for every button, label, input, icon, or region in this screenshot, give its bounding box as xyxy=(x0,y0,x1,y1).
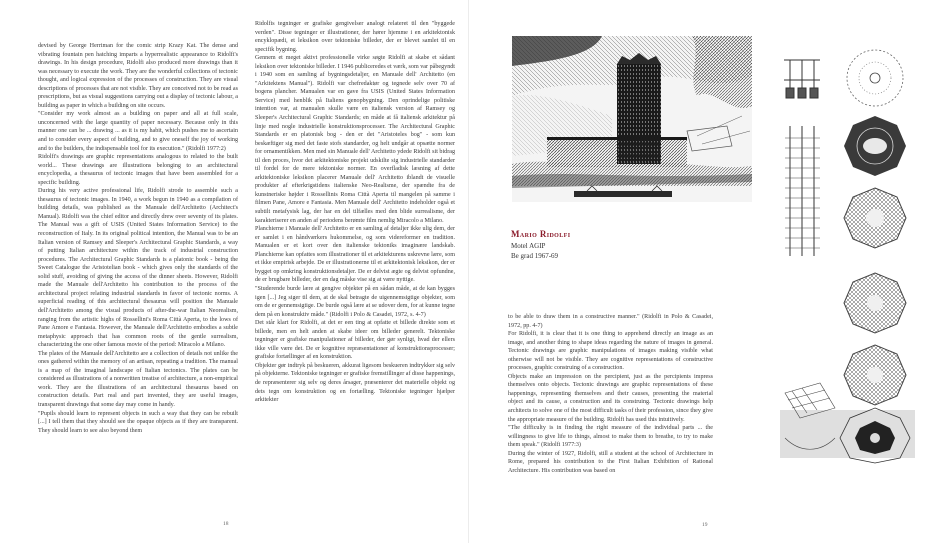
right-text-column xyxy=(508,313,713,485)
paragraph: Planchierne i Manuale dell' Architetto er en samling af detaljer ikke ulig dem, der er samlet i en håndværkers hukommelse, og som videreformer en tradition. Manualen er et kort over den italienske tektoniks imaginære landskab. Planchierne kan opfattes som illustrationer til et arkitekturens uskrevne lære, som et ikke empirisk arbejde. De er illustrationerne til et arkitektonisk leksikon, der er bygget op omkring konstruktionsdetaljer. De er delvist ægte og delvist opfundne, de er brugbare billeder, der en dag måske vise sig at være nyttige. xyxy=(255,226,455,284)
architect-name: Mario Ridolfi xyxy=(511,229,571,239)
paragraph: Ridolfis tegninger er grafiske gengivelser analogt relateret til den "byggede verden". Disse tegninger er illustrationer, der hører hjemme i en arkitektonisk encyklopædi, et leksikon over tektoniske billeder, der er blevet samlet til en specifik bygning. xyxy=(255,21,455,53)
paragraph: The plates of the Manuale dell'Architetto are a collection of details not unlike the ones gathered within the memory of an artisan, repeating a tradition. The manual is a map of the imaginal landscape of Italian tectonics. The plates can be considered as illustrations of a nonwritten treatise of architecture, a non-empirical work. They are the illustrations of an architectural thesaurus based on construction details. Part real and part invented, they are useful images, transparent drawings that some day may come in handy. xyxy=(38,350,238,408)
page-number-left: 18 xyxy=(223,521,229,527)
paragraph: Ridolfi's drawings are graphic representations analogous to related to the built world... These drawings are illustrations belonging to an architectural encyclopedia, a thesaurus of tectonic images that have been assembled for a specific building. xyxy=(38,154,238,186)
paragraph: to be able to draw them in a constructive manner." (Ridolfi in Polo & Casadei, 1972, pp. 4-7) xyxy=(508,314,713,329)
danish-text-column xyxy=(255,20,455,486)
tower-plans-drawing xyxy=(780,48,920,468)
paragraph: devised by George Herriman for the comic strip Krazy Kat. The dense and vibrating fountain pen hatching imparts a hyperrealistic appearance to Ridolfi's drawings. In his design procedure, Ridolfi also produced more drawings than it was necessary to execute the work. They are the wonderful collections of tectonic thought, and logical expression of the processes of construction. They are visual descriptions of processes that are not visible. They are conceived not to be read as prescriptions, but as visual suggestions carrying out a display of tectonic labour, a building as paper in which a building on site occurs. xyxy=(38,43,238,109)
motel-agip-drawing xyxy=(512,36,752,202)
paragraph: "Studerende burde lære at gengive objekter på en sådan måde, at de kan bygges igen [...] Jeg siger til dem, at de skal betragte de uigennemsigtige objekter, som om de er gennemsigtige. De burde også lære at se udover dem, for at kunne tegne dem på en konstruktiv måde." (Ridolfi i Polo & Casadei, 1972, s. 4-7) xyxy=(255,285,455,318)
english-text-column xyxy=(38,42,238,486)
project-name: Motel AGIP xyxy=(511,242,546,250)
paragraph: For Ridolfi, it is clear that it is one thing to apprehend directly an image as an image, and another thing to shape ideas regarding the nature of images in general. Tectonic drawings are graphic manipulations of images making visible what otherwise will not be visible. They are cognitive representations of constructive processes, graphic construing of a construction. xyxy=(508,331,713,372)
paragraph: "The difficulty is in finding the right measure of the individual parts ... the willingness to give life to things, almost to make them to breathe, to try to make them speak." (Ridolfi 1977:3) xyxy=(508,425,713,449)
paragraph: "Pupils should learn to represent objects in such a way that they can be rebuilt [...] I tell them that they should see the opaque objects as if they are transparent. They should learn to see also beyond them xyxy=(38,410,238,434)
page-number-right: 19 xyxy=(702,522,708,528)
figure-caption xyxy=(511,229,661,261)
paragraph: Det står klart for Ridolfi, at det er een ting at opfatte et billede direkte som et billede, men en helt anden at skabe ideer om billeder generelt. Tektoniske tegninger er grafiske manipulationer af billeder, der gør synligt, hvad der ellers ikke ville være det. De er kognitive repræsentationer af konstruktionsprocesser; grafiske fortællinger af en konstruktion. xyxy=(255,320,455,361)
project-dates: Be grad 1967-69 xyxy=(511,251,559,260)
paragraph: Objects make an impression on the percipient, just as the percipients impress themselves onto objects. Tectonic drawings are graphic representations of these happenings, representing themselves and their causes, presenting the material object and its cause, a construction and its construing. Tectonic drawings help architects to solve one of the most difficult tasks of their profession, since they give the appropriate measure of the building. Ridolfi has used this intuitively. xyxy=(508,373,713,423)
paragraph: During his very active professional life, Ridolfi strode to assemble such a thesaurus of tectonic images. In 1940, a work begun in 1940 as a compilation of building details, was published as the Manuale dell'Architetto (Architect's Manual). Ridolfi was the chief editor and directly drew over seventy of its plates. The Manual was a gift of USIS (United States Information Service) to the reconstruction of Italy. In its original political intention, the Manual was to be an Italian version of Ramsey and Sleeper's Architectural Graphic Standards, a way of putting Italian architecture within the track of industrial construction procedures. The Architectural Graphic Standards is a platonic book - being the Sweet Catalogue the Aristotelian book - which gives only the standards of the solid stuff, avoiding of giving the access of the dinner sheets. However, Ridolfi made the Manuale dell'Architetto his contribution to the process of the architectural project relating industrial standards in favor of tectonic norms. A superficial reading of this architectural thesaurus will position the Manuale dell'Architetto among the visual products of after-the-war Italian Neorealism, ranging from the artistic highs of Rossellini's Roma Città Aperta, to the lows of Pane Amore e Fantasia. However, the Manuale dell'Architetto embodies a subtle metaphysic approach that has common roots of the gentle surrealism, characterizing the one other famous movie of the period: Miracolo a Milano. xyxy=(38,188,238,349)
paragraph: "Consider my work almost as a building on paper and all at full scale, unconcerned with the large quantity of paper necessary. Because only in this manner one can be ... drawing ... as it is my habit, which pushes me to ascertain and to consider every aspect of building, and to give oneself the joy of working and to the builders, the indispensable tool for its execution." (Ridolfi 1977:2) xyxy=(38,111,238,152)
paragraph: Objekter gør indtryk på beskueren, akkurat ligesom beskueren indtrykker sig selv på objekterne. Tektoniske tegninger er grafiske fremstillinger af disse happenings, de repræsenterer sig selv og deres årsager, præsenterer det materielle objekt og dets tegn om konstruktion og en fortælling. Tektoniske tegninger hjælper arkitekter xyxy=(255,362,455,404)
paragraph: During the winter of 1927, Ridolfi, still a student at the school of Architecture in Rome, prepared his contribution to the First Italian Exhibition of Rational Architecture. His contribution was based on xyxy=(508,450,713,474)
paragraph: Gennem et meget aktivt professionelle virke søgte Ridolfi at skabe et sådant leksikon over tektoniske billeder. I 1946 publiceredes et værk, som var påbegyndt i 1940 som en samling af bygningsdetaljer, en Manuale dell' Architetto (en "Arkitektens Manual"). Ridolfi var chefredaktør og tegnede selv over 70 af bogens plancher. Manualen var en gave fra USIS (United States Information Service) med henblik på Italiens genopbygning. Den oprindelige politiske intention var, at manualen skulle være en italiensk version af Ramsey og Sleeper's Architectural Graphic Standards; en måde at få italiensk arkitektur på linje med nogle industrielle konstruktionsprocesser. The Architectural Graphic Standards er en platonisk bog - den er det "Aristoteles bog" - som kun beskæftiger sig med det faste stofs standarder, og helt undgår at opsætte normer for ornamentikken. Men med sin Manuale dell' Architetto ydede Ridolfi sit bidrag til den proces, hvor det arkitektoniske projekt udskilte sig industrielle standarder til fordel for de mere tektoniske normer. En overfladisk læsning af dette arkitektoniske leksikon placerer Manuale dell' Architetto iblandt de visuelle produkter af efterkrigstidens italienske Neo-Realisme, der spændte fra de kunstneriske højder i Rossellinis Roma Città Aperta til mangelen på samme i filmen Pane, Amore e Fantasia. Men Manuale dell' Architetto indeholder også et subtilt metafysisk lag, der har en del tilfælles med den blide surrealisme, der karakteriserer en anden af periodens berømte film nemlig Miracolo a Milano. xyxy=(255,55,455,224)
